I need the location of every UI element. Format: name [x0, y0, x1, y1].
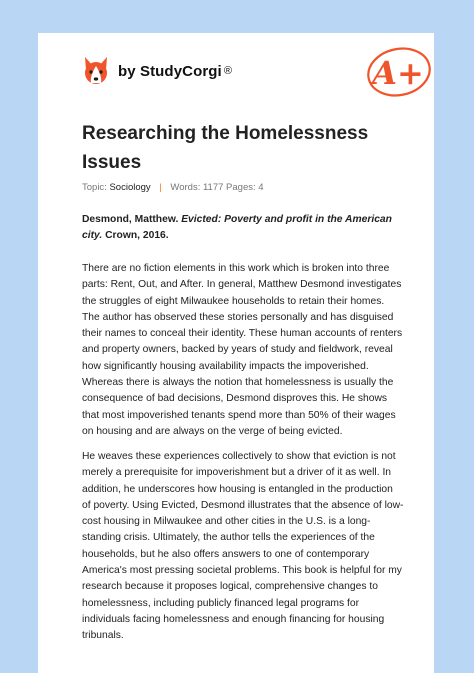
citation: [82, 212, 404, 245]
document-card: [38, 33, 434, 673]
brand-header[interactable]: [82, 53, 232, 89]
page-count: Pages: 4: [226, 182, 264, 193]
page-title: Researching the Homelessness Issues: [82, 123, 369, 173]
meta-separator: |: [159, 182, 162, 193]
article-meta: [82, 182, 264, 193]
citation-publisher: Crown, 2016.: [105, 230, 169, 242]
corgi-logo-icon: [82, 55, 110, 87]
topic-label: Topic:: [82, 182, 107, 193]
body-paragraph-2: He weaves these experiences collectively to show that eviction is not merely a prerequisite for impoverishment but a driver of it as well. In addition, he underscores how housing is entangled in the production of poverty. Using Evicted, Desmond illustrates that the absence of low-cost housing in Milwaukee and other cities in the U.S. is a long-standing crisis. Ultimately, the author tells the experiences of the households, but he also offers answers to one of contemporary America's most pressing societal problems. This book is helpful for my research because it proposes logical, comprehensive changes to homelessness, including publicly financed legal programs for individuals facing homelessness and enough financing for housing tribunals.: [82, 451, 404, 642]
body-paragraph-1: There are no fiction elements in this work which is broken into three parts: Rent, Out, and After. In general, Matthew Desmond investigates the struggles of eight Milwaukee households to retain their homes. The author has observed these stories personally and has disguised their names to conceal their identity. These human accounts of renters and property owners, backed by years of study and fieldwork, reveal how significantly housing availability impacts the impoverished. Whereas there is always the notion that homelessness is usually the consequence of bad decisions, Desmond disproves this. He shows that most impoverished tenants spend more than 50% of their wages on housing and are always on the verge of being evicted.: [82, 263, 403, 437]
word-count: Words: 1177: [170, 182, 224, 193]
grade-badge-text: A+: [372, 54, 424, 92]
brand-name: by StudyCorgi: [118, 62, 222, 80]
grade-badge: [362, 41, 438, 101]
registered-mark: ®: [223, 65, 232, 77]
citation-authors: Desmond, Matthew.: [82, 214, 179, 225]
citation-book-title: Evicted: Poverty and profit in the American city.: [82, 214, 392, 242]
topic-link[interactable]: Sociology: [109, 182, 151, 193]
